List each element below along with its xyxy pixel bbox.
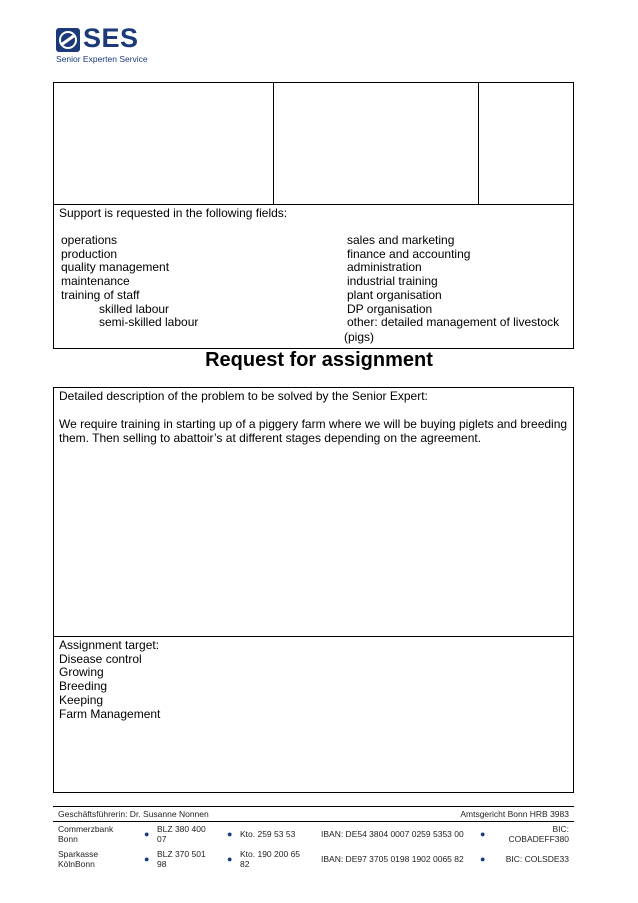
bullet-icon: ● [480, 829, 486, 839]
description-line: We require training in starting up of a piggery farm where we will be buying piglets and breeding [59, 417, 568, 431]
footer-divider [53, 821, 574, 822]
support-field: finance and accounting [347, 246, 471, 261]
bullet-icon: ● [144, 829, 150, 839]
ses-logo-icon [56, 28, 80, 52]
target-item: Keeping [59, 692, 104, 707]
description-heading: Detailed description of the problem to be solved by the Senior Expert: [59, 389, 428, 403]
support-field: plant organisation [347, 287, 442, 302]
bank-bic: BIC: COLSDE33 [505, 854, 569, 864]
support-right-column [344, 233, 560, 345]
divider [478, 83, 479, 204]
footer-divider-top [53, 806, 574, 807]
bullet-icon: ● [227, 854, 233, 864]
support-field: quality management [61, 260, 170, 275]
divider [54, 636, 573, 637]
support-field: sales and marketing [347, 233, 455, 247]
divider [54, 204, 573, 205]
logo-subtitle: Senior Experten Service [56, 54, 148, 64]
footer-manager: Geschäftsführerin: Dr. Susanne Nonnen [58, 809, 209, 819]
support-field: maintenance [61, 274, 130, 289]
assignment-target [59, 639, 160, 721]
support-left-column [61, 234, 198, 330]
support-subfield: semi-skilled labour [99, 315, 199, 330]
support-heading: Support is requested in the following fields: [59, 206, 288, 220]
support-field: operations [61, 233, 118, 247]
bullet-icon: ● [480, 854, 486, 864]
bank-name: Commerzbank Bonn [58, 824, 114, 844]
support-field: industrial training [347, 274, 438, 289]
target-item: Disease control [59, 651, 142, 666]
target-item: Farm Management [59, 706, 161, 721]
bullet-icon: ● [227, 829, 233, 839]
target-item: Breeding [59, 679, 108, 694]
support-subfield: skilled labour [99, 301, 170, 316]
support-field: production [61, 246, 118, 261]
bullet-icon: ● [144, 854, 150, 864]
bank-name: Sparkasse KölnBonn [58, 849, 99, 869]
support-note: (pigs) [344, 329, 375, 344]
bank-account: Kto. 190 200 65 82 [240, 849, 301, 869]
target-item: Growing [59, 665, 104, 680]
ses-logo [56, 23, 166, 66]
description-line: them. Then selling to abattoir’s at different stages depending on the agreement. [59, 431, 482, 445]
description-box [53, 387, 574, 793]
bank-account: Kto. 259 53 53 [240, 829, 296, 839]
support-field: training of staff [61, 287, 140, 302]
bank-iban: IBAN: DE97 3705 0198 1902 0065 82 [321, 854, 464, 864]
support-field: DP organisation [347, 301, 433, 316]
support-field: administration [347, 260, 422, 275]
support-field: other: detailed management of livestock [347, 315, 560, 330]
bank-bic: BIC: COBADEFF380 [508, 824, 569, 844]
bank-blz: BLZ 370 501 98 [157, 849, 206, 869]
divider [273, 83, 274, 204]
bank-iban: IBAN: DE54 3804 0007 0259 5353 00 [321, 829, 464, 839]
footer-court: Amtsgericht Bonn HRB 3983 [460, 809, 569, 819]
target-heading: Assignment target: [59, 638, 160, 652]
logo-name: SES [83, 23, 139, 53]
page-title: Request for assignment [205, 349, 433, 371]
bank-blz: BLZ 380 400 07 [157, 824, 206, 844]
support-fields-box [53, 82, 574, 349]
